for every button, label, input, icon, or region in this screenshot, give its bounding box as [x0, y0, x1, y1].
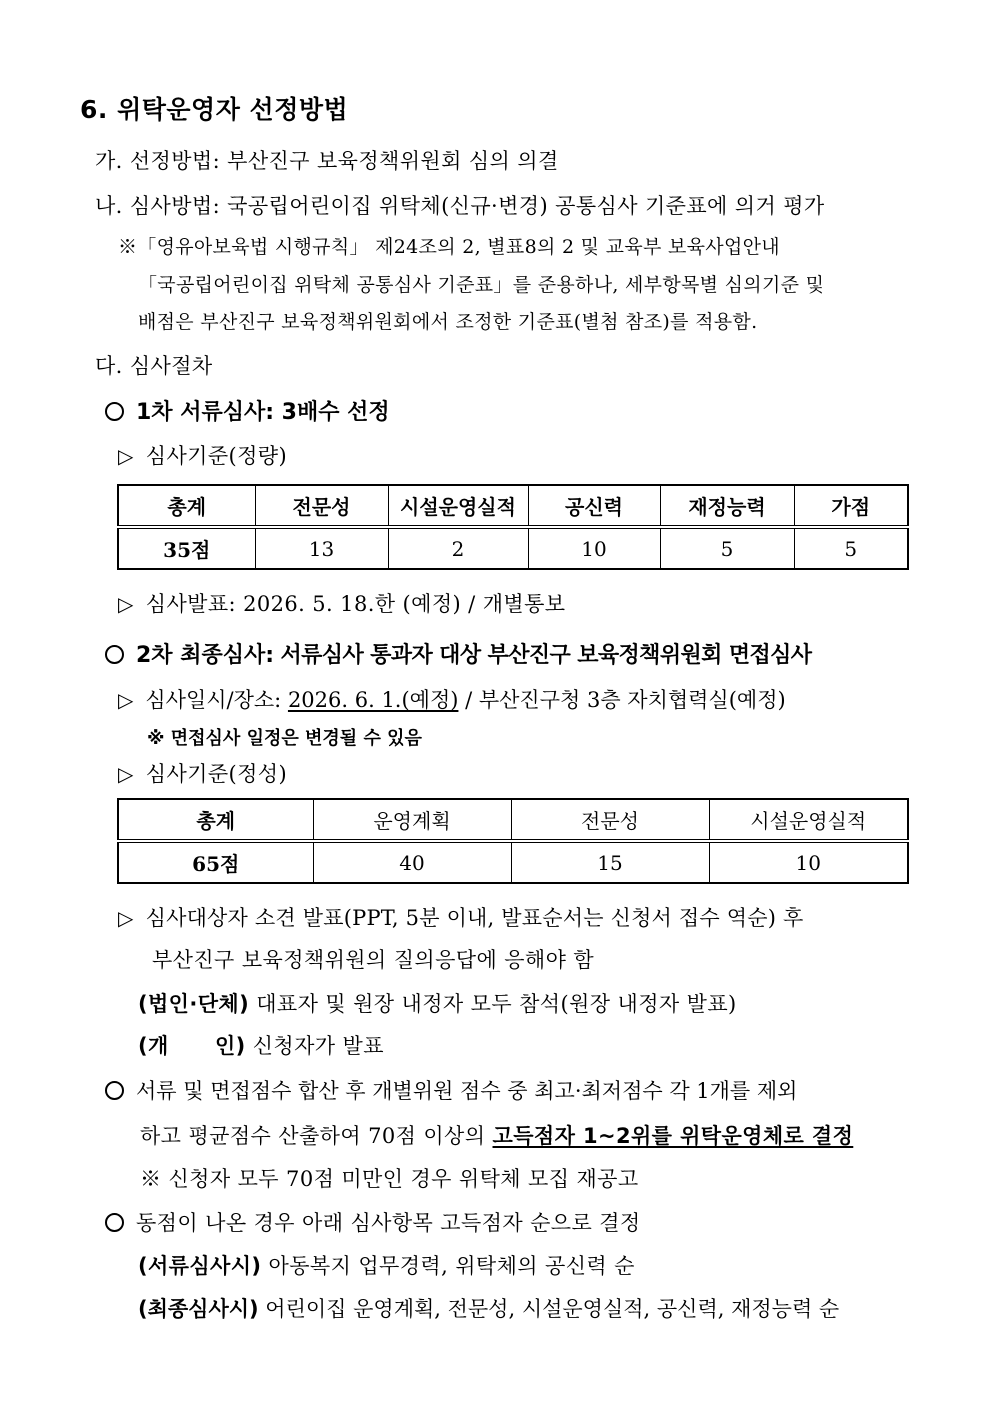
table-header-cell: 전문성: [511, 799, 709, 841]
table-header-cell: 공신력: [528, 485, 660, 527]
item-da: 다. 심사절차: [95, 354, 213, 378]
table-header-row: [118, 799, 908, 841]
quantitative-criteria-table: [117, 484, 909, 570]
triangle-bullet-icon: ▷: [118, 592, 134, 616]
table-header-cell: 시설운영실적: [709, 799, 908, 841]
table-cell: 2: [388, 527, 528, 569]
step2-criteria-label: 심사기준(정성): [145, 762, 288, 786]
result-emphasis: 고득점자 1~2위를 위탁운영체로 결정: [492, 1124, 854, 1148]
result-text-1: 서류 및 면접점수 합산 후 개별위원 점수 중 최고·최저점수 각 1개를 제외: [136, 1079, 798, 1103]
triangle-bullet-icon: ▷: [118, 444, 134, 468]
item-na: 나. 심사방법: 국공립어린이집 위탁체(신규·변경) 공통심사 기준표에 의거 평가: [95, 194, 825, 218]
result-line-2: [140, 1120, 853, 1150]
table-cell: 5: [660, 527, 794, 569]
table-cell: 15: [511, 841, 709, 883]
step2-criteria: [118, 758, 287, 788]
schedule-note: ※ 면접심사 일정은 변경될 수 있음: [147, 728, 422, 749]
table-cell: 10: [709, 841, 908, 883]
tie-line-1: [105, 1207, 641, 1237]
step2-heading-rest: : 서류심사 통과자 대상 부산진구 보육정책위원회 면접심사: [265, 643, 812, 668]
presentation-text-1: 심사대상자 소견 발표(PPT, 5분 이내, 발표순서는 신청서 접수 역순) 후: [145, 906, 804, 930]
step1-criteria: [118, 440, 287, 470]
triangle-bullet-icon: ▷: [118, 688, 134, 712]
circle-bullet-icon: [105, 1081, 124, 1100]
note-line-2: 「국공립어린이집 위탁체 공통심사 기준표」를 준용하나, 세부항목별 심의기준 및: [138, 274, 825, 296]
step2-heading: [105, 638, 811, 669]
circle-bullet-icon: [105, 1213, 124, 1232]
step1-heading-text: 1차 서류심사: 3배수 선정: [136, 400, 390, 425]
table-header-cell: 총계: [118, 485, 255, 527]
indiv-text: 신청자가 발표: [245, 1034, 384, 1058]
table-cell: 65점: [118, 841, 313, 883]
result-text-2: 하고 평균점수 산출하여 70점 이상의: [140, 1124, 493, 1148]
tie-doc-label: (서류심사시): [138, 1254, 262, 1278]
table-cell: 10: [528, 527, 660, 569]
table-row: [118, 527, 908, 569]
table-cell: 5: [794, 527, 908, 569]
corp-line: [138, 988, 737, 1018]
indiv-label: (개 인): [138, 1034, 246, 1058]
table-cell: 35점: [118, 527, 255, 569]
schedule-label: 심사일시/장소:: [145, 688, 288, 712]
presentation-line-2: 부산진구 보육정책위원의 질의응답에 응해야 함: [152, 948, 595, 972]
table-header-cell: 시설운영실적: [388, 485, 528, 527]
schedule-date: 2026. 6. 1.(예정): [287, 688, 459, 712]
triangle-bullet-icon: ▷: [118, 906, 134, 930]
step1-announce-text: 심사발표: 2026. 5. 18.한 (예정) / 개별통보: [145, 592, 566, 616]
section-title: 6. 위탁운영자 선정방법: [80, 95, 349, 124]
tie-final-text: 어린이집 운영계획, 전문성, 시설운영실적, 공신력, 재정능력 순: [258, 1297, 840, 1321]
schedule-place: / 부산진구청 3층 자치협력실(예정): [458, 688, 786, 712]
table-header-cell: 전문성: [255, 485, 388, 527]
note-line-3: 배점은 부산진구 보육정책위원회에서 조정한 기준표(별첨 참조)를 적용함.: [138, 311, 758, 333]
table-header-cell: 재정능력: [660, 485, 794, 527]
table-row: [118, 841, 908, 883]
step2-heading-bold: 2차 최종심사: [136, 643, 266, 668]
step1-announce: [118, 588, 565, 618]
result-line-1: [105, 1075, 797, 1105]
note-line-1: ※「영유아보육법 시행규칙」 제24조의 2, 별표8의 2 및 교육부 보육사업안내: [118, 236, 780, 258]
corp-text: 대표자 및 원장 내정자 모두 참석(원장 내정자 발표): [249, 992, 737, 1016]
tie-text-1: 동점이 나온 경우 아래 심사항목 고득점자 순으로 결정: [136, 1211, 641, 1235]
qualitative-criteria-table: [117, 798, 909, 884]
corp-label: (법인·단체): [138, 992, 250, 1016]
table-header-cell: 총계: [118, 799, 313, 841]
tie-final-line: [138, 1293, 839, 1323]
result-note: ※ 신청자 모두 70점 미만인 경우 위탁체 모집 재공고: [140, 1167, 639, 1191]
circle-bullet-icon: [105, 402, 124, 421]
table-cell: 40: [313, 841, 511, 883]
indiv-line: [138, 1030, 384, 1060]
step1-heading: [105, 395, 390, 426]
tie-final-label: (최종심사시): [138, 1297, 259, 1321]
circle-bullet-icon: [105, 645, 124, 664]
presentation-line-1: [118, 902, 804, 932]
item-ga: 가. 선정방법: 부산진구 보육정책위원회 심의 의결: [95, 149, 559, 173]
tie-doc-line: [138, 1250, 635, 1280]
tie-doc-text: 아동복지 업무경력, 위탁체의 공신력 순: [261, 1254, 635, 1278]
step2-schedule: [118, 684, 786, 714]
table-header-cell: 가점: [794, 485, 908, 527]
table-cell: 13: [255, 527, 388, 569]
step1-criteria-label: 심사기준(정량): [145, 444, 288, 468]
triangle-bullet-icon: ▷: [118, 762, 134, 786]
table-header-row: [118, 485, 908, 527]
table-header-cell: 운영계획: [313, 799, 511, 841]
